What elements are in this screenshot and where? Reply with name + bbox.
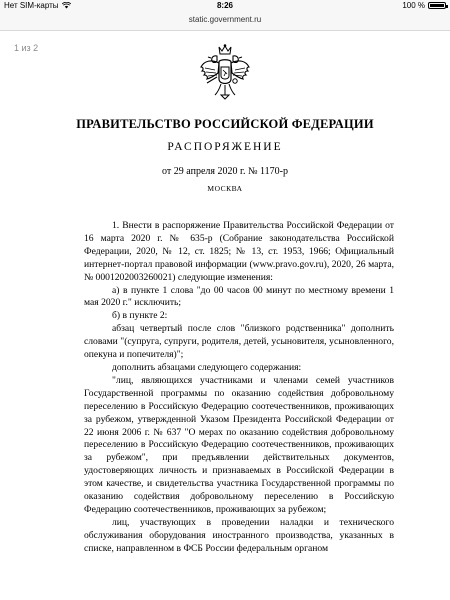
russian-coat-of-arms-icon (197, 43, 253, 101)
status-right (402, 1, 446, 10)
document-body (84, 220, 394, 556)
battery-icon (428, 2, 446, 9)
paragraph: лиц, участвующих в проведении наладки и технического обслуживания оборудования иностранного производства, указанных в списке, направленном в ФСБ России федеральным органом (84, 516, 394, 554)
document-page[interactable] (0, 31, 450, 600)
page-counter: 1 из 2 (14, 43, 39, 53)
clock: 8:26 (216, 1, 233, 10)
battery-percent: 100 % (402, 1, 425, 10)
paragraph: дополнить абзацами следующего содержания: (112, 361, 302, 373)
url-text: static.government.ru (188, 15, 262, 24)
document-date-number: от 29 апреля 2020 г. № 1170-р (162, 166, 288, 177)
paragraph: 1. Внести в распоряжение Правительства Российской Федерации от 16 марта 2020 г. № 635-р (Собрание законодательства Российской Федерации, 2020, № 12, ст. 1825; № 13, ст. 1953, 1966; Официальный интернет-портал правовой информации (www.pravo.gov.ru), 2020, 26 марта, № 0001202003260021) следующие изменения: (84, 220, 394, 283)
paragraph: абзац четвертый после слов "близкого родственника" дополнить словами "(супруга, супруги, родителя, детей, усыновителя, усыновленного, опекуна и попечителя)"; (84, 323, 394, 361)
document-type: РАСПОРЯЖЕНИЕ (167, 141, 283, 153)
paragraph: "лиц, являющихся участниками и членами семей участников Государственной программы по оказанию содействия добровольному переселению в Российскую Федерацию соотечественников, проживающих за рубежом, утвержденной Указом Президента Российской Федерации от 22 июня 2006 г. № 637 "О мерах по оказанию содействия добровольному переселению в Российскую Федерацию соотечественников, проживающих за рубежом", при предъявлении действительных документов, удостоверяющих личность и признаваемых в Российской Федерации в этом качестве, и свидетельства участника Государственной программы по оказанию содействия добровольному переселению в Российскую Федерацию соотечественников, проживающих за рубежом; (84, 374, 394, 515)
document-city: МОСКВА (207, 184, 243, 193)
paragraph: б) в пункте 2: (112, 310, 168, 322)
address-bar[interactable] (0, 12, 450, 31)
government-heading: ПРАВИТЕЛЬСТВО РОССИЙСКОЙ ФЕДЕРАЦИИ (76, 117, 374, 131)
status-bar (0, 0, 450, 12)
carrier-label: Нет SIM-карты (4, 1, 59, 10)
paragraph: а) в пункте 1 слова "до 00 часов 00 минут по местному времени 1 мая 2020 г." исключить; (84, 284, 394, 309)
